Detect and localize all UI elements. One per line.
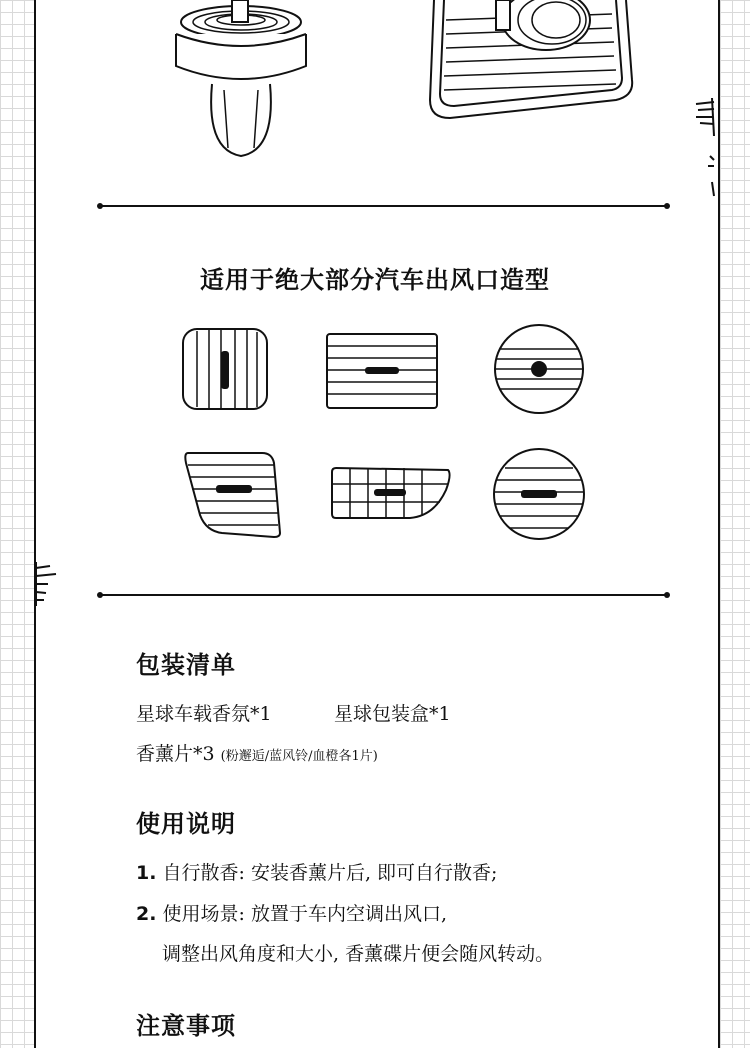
vent-mounted-illustration — [426, 0, 642, 125]
diffuser-clip-illustration — [166, 0, 316, 165]
step-1-text: 自行散香: 安装香薰片后, 即可自行散香; — [162, 862, 498, 884]
package-item-box: 星球包装盒*1 — [334, 703, 451, 725]
scent-pads-note: (粉邂逅/蓝风铃/血橙各1片) — [220, 749, 378, 764]
divider-middle — [100, 594, 667, 596]
usage-title: 使用说明 — [136, 809, 236, 838]
usage-step-1 — [136, 858, 497, 885]
package-item-scent-pads — [136, 739, 378, 766]
compatibility-title: 适用于绝大部分汽车出风口造型 — [200, 265, 550, 294]
vent-rounded-square-icon — [181, 327, 271, 413]
notes-title: 注意事项 — [136, 1011, 236, 1040]
sketch-tick-marks-left — [30, 560, 64, 610]
vent-rect-horizontal-icon — [325, 332, 440, 412]
content-panel — [34, 0, 720, 1048]
package-item-diffuser: 星球车载香氛*1 — [136, 703, 272, 725]
vent-grid-wing-icon — [330, 466, 454, 522]
usage-step-2 — [136, 899, 447, 926]
vent-circle-dot-icon — [492, 323, 586, 417]
step-1-number: 1. — [136, 862, 157, 884]
usage-step-2-continued: 调整出风角度和大小, 香薰碟片便会随风转动。 — [162, 943, 555, 965]
vent-trapezoid-icon — [182, 449, 286, 541]
sketch-tick-marks-right — [694, 96, 724, 206]
step-2-text: 使用场景: 放置于车内空调出风口, — [162, 903, 447, 925]
scent-pads-label: 香薰片*3 — [136, 743, 215, 765]
divider-top — [100, 205, 667, 207]
vent-circle-bar-icon — [491, 448, 587, 542]
step-2-number: 2. — [136, 903, 157, 925]
package-list-title: 包装清单 — [136, 650, 236, 679]
